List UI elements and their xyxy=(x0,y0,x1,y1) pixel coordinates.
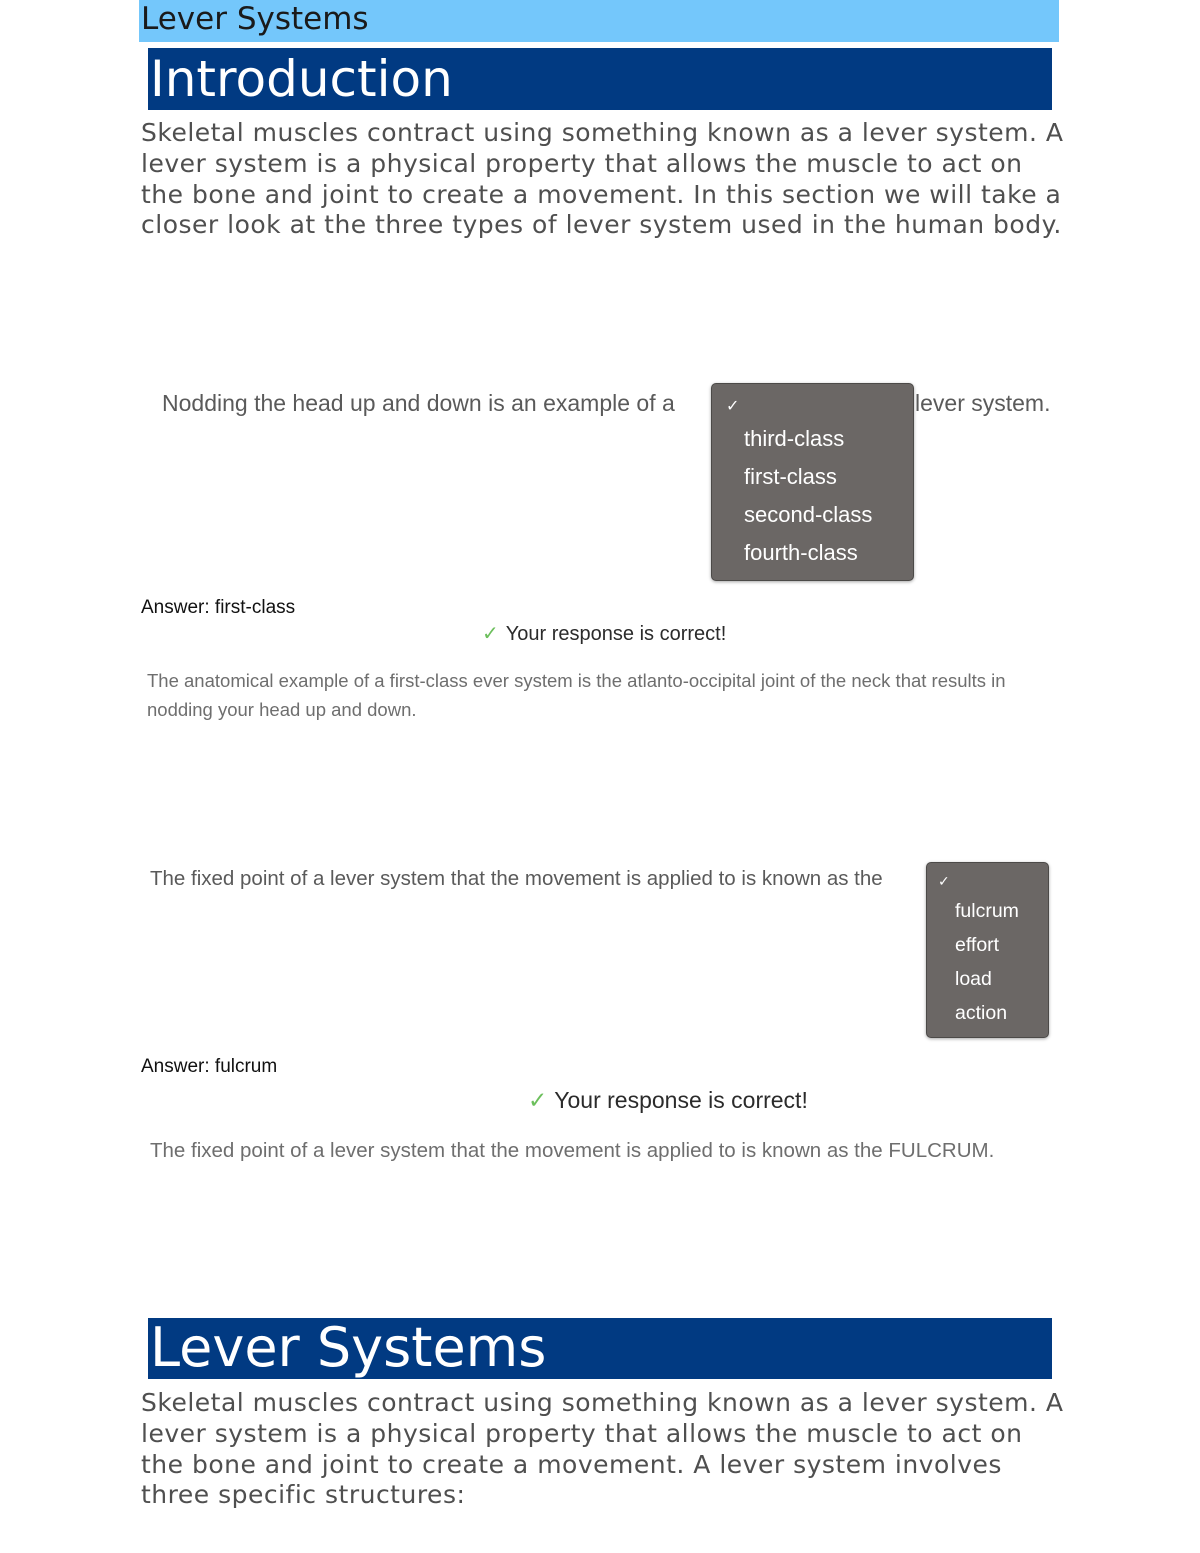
question-1-prefix: Nodding the head up and down is an example of a xyxy=(162,390,675,416)
answer-1: Answer: first-class xyxy=(141,597,296,618)
explanation-2: The fixed point of a lever system that the movement is applied to is known as the FULCRUM. xyxy=(150,1139,995,1162)
feedback-2 xyxy=(528,1087,808,1114)
lever-systems-heading: Lever Systems xyxy=(150,1316,547,1379)
selected-check-icon: ✓ xyxy=(726,396,740,415)
answer-2: Answer: fulcrum xyxy=(141,1056,278,1077)
page-title: Lever Systems xyxy=(141,1,369,37)
dropdown-option-fourth-class[interactable]: fourth-class xyxy=(744,540,858,565)
dropdown-option-effort[interactable]: effort xyxy=(955,934,1000,956)
feedback-1 xyxy=(482,621,726,646)
page-title-bar xyxy=(139,0,1059,42)
lever-systems-paragraph: Skeletal muscles contract using something known as a lever system. A lever system is a physical property that allows the muscle to act on the bone and joint to create a movement. A lever system involves three specific structures: xyxy=(141,1388,1064,1510)
dropdown-option-action[interactable]: action xyxy=(955,1002,1008,1024)
check-icon: ✓ xyxy=(528,1087,548,1113)
check-icon: ✓ xyxy=(482,623,499,645)
question-2-prefix: The fixed point of a lever system that the movement is applied to is known as the xyxy=(150,867,883,890)
explanation-1: The anatomical example of a first-class ever system is the atlanto-occipital joint of the neck that results in nodding your head up and down. xyxy=(147,670,1006,720)
question-2-dropdown[interactable] xyxy=(926,862,1049,1038)
intro-heading-band xyxy=(148,48,1052,110)
dropdown-option-second-class[interactable]: second-class xyxy=(744,502,873,527)
intro-paragraph: Skeletal muscles contract using something known as a lever system. A lever system is a physical property that allows the muscle to act on the bone and joint to create a movement. In this section we will take a closer look at the three types of lever system used in the human body. xyxy=(141,118,1064,240)
dropdown-option-fulcrum[interactable]: fulcrum xyxy=(955,900,1019,922)
selected-check-icon: ✓ xyxy=(938,874,950,890)
dropdown-option-first-class[interactable]: first-class xyxy=(744,464,837,489)
feedback-1-text: Your response is correct! xyxy=(505,623,727,645)
lever-systems-heading-band xyxy=(148,1318,1052,1379)
feedback-2-text: Your response is correct! xyxy=(554,1087,808,1113)
question-1-dropdown[interactable] xyxy=(711,383,914,581)
dropdown-option-load[interactable]: load xyxy=(955,968,992,990)
question-1-suffix: lever system. xyxy=(915,390,1051,416)
dropdown-option-third-class[interactable]: third-class xyxy=(744,426,845,451)
intro-heading: Introduction xyxy=(150,50,453,108)
